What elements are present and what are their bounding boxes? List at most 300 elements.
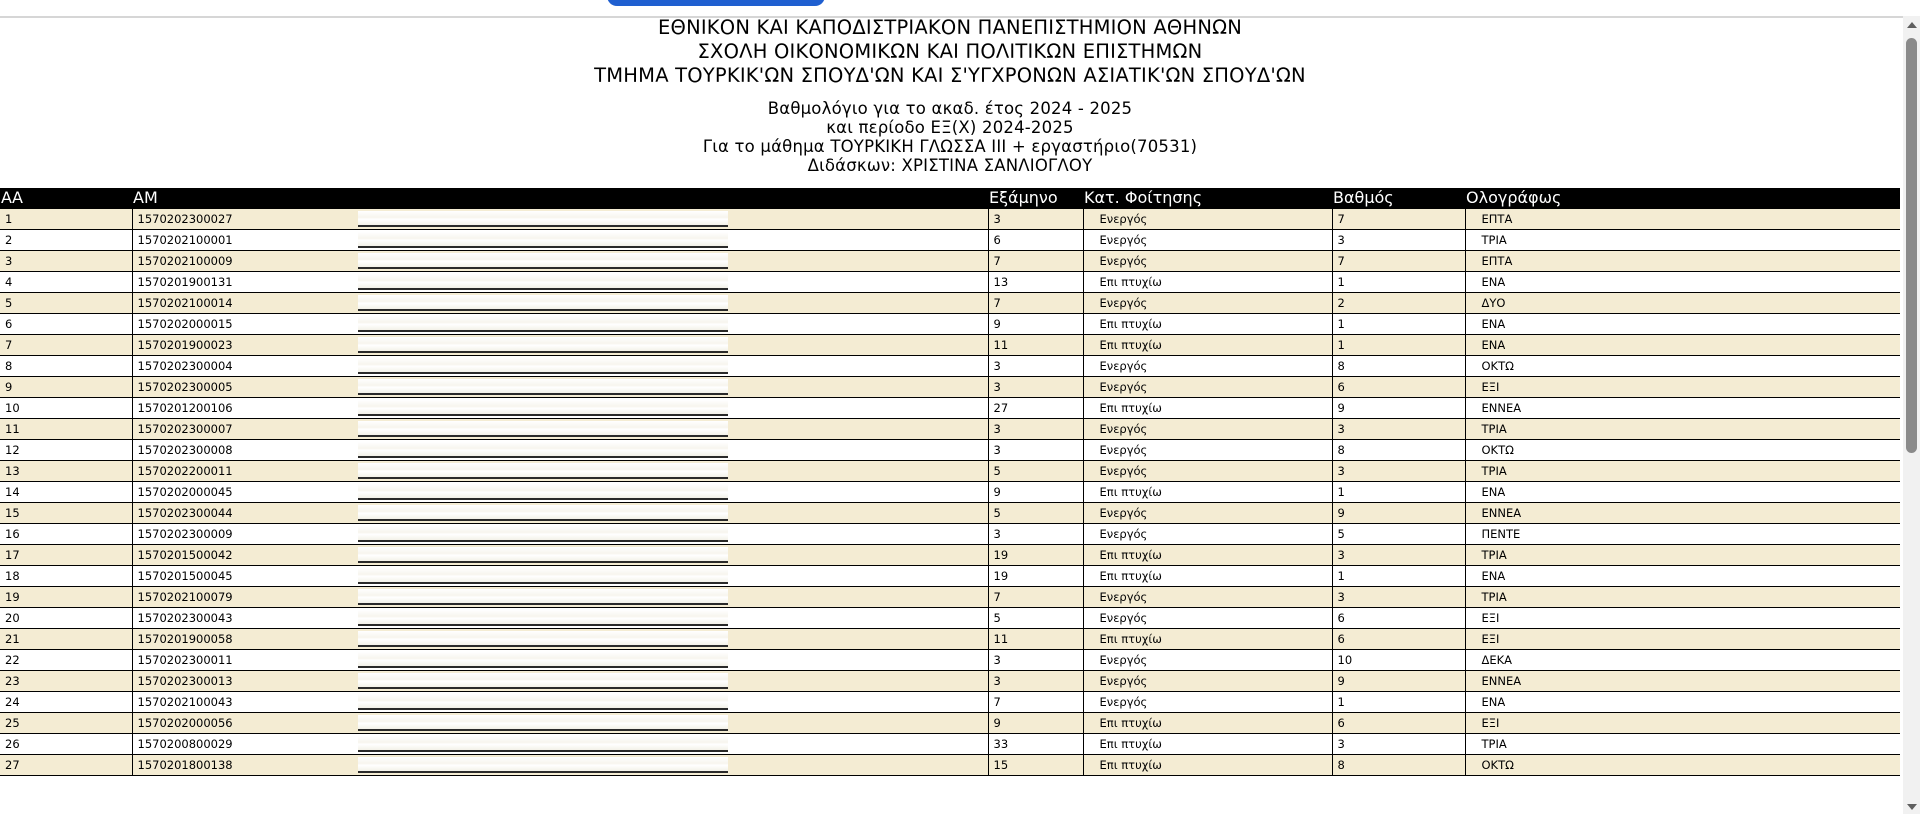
cell-aa — [0, 377, 132, 398]
cell-aa — [0, 629, 132, 650]
cell-words-text: ΤΡΙΑ — [1481, 464, 1507, 478]
redacted-name-area — [358, 526, 728, 542]
cell-grade — [1332, 692, 1465, 713]
cell-category — [1083, 419, 1332, 440]
cell-semester — [988, 713, 1083, 734]
cell-words — [1465, 272, 1900, 293]
cell-am — [132, 671, 988, 692]
cell-category-text: Επι πτυχίω — [1099, 401, 1162, 415]
redacted-name-area — [358, 505, 728, 521]
cell-am — [132, 650, 988, 671]
cell-grade-text: 8 — [1337, 443, 1345, 457]
cell-aa-text: 3 — [5, 254, 13, 268]
cell-am-text: 1570202200011 — [137, 464, 233, 478]
cell-grade-text: 1 — [1337, 338, 1345, 352]
table-row — [0, 608, 1900, 629]
scroll-down-arrow-icon[interactable] — [1907, 804, 1917, 810]
cell-words-text: ΔΕΚΑ — [1481, 653, 1513, 667]
cell-grade-text: 6 — [1337, 632, 1345, 646]
cell-grade-text: 9 — [1337, 401, 1345, 415]
cell-am-text: 1570201900058 — [137, 632, 233, 646]
cell-category — [1083, 524, 1332, 545]
cell-aa — [0, 209, 132, 230]
cell-aa — [0, 755, 132, 776]
cell-am — [132, 314, 988, 335]
cell-words-text: ΕΞΙ — [1481, 716, 1500, 730]
cell-words — [1465, 314, 1900, 335]
cell-words-text: ΤΡΙΑ — [1481, 590, 1507, 604]
table-row — [0, 251, 1900, 272]
cell-am — [132, 377, 988, 398]
cell-words — [1465, 356, 1900, 377]
cell-grade — [1332, 314, 1465, 335]
cell-aa-text: 20 — [5, 611, 20, 625]
cell-semester-text: 7 — [993, 590, 1001, 604]
cell-category — [1083, 482, 1332, 503]
cell-words-text: ΕΝΑ — [1481, 338, 1506, 352]
redacted-name-area — [358, 652, 728, 668]
cell-semester-text: 19 — [993, 569, 1009, 583]
cell-am — [132, 545, 988, 566]
redacted-name-area — [358, 211, 728, 227]
cell-category — [1083, 377, 1332, 398]
cell-am — [132, 251, 988, 272]
redacted-name-area — [358, 484, 728, 500]
exam-period: και περίοδο ΕΞ(Χ) 2024-2025 — [826, 118, 1074, 137]
cell-words-text: ΟΚΤΩ — [1481, 359, 1514, 373]
cell-words-text: ΕΝΑ — [1481, 695, 1506, 709]
cell-aa-text: 27 — [5, 758, 20, 772]
cell-aa-text: 23 — [5, 674, 20, 688]
cell-words-text: ΤΡΙΑ — [1481, 737, 1507, 751]
cell-semester — [988, 230, 1083, 251]
table-row — [0, 587, 1900, 608]
cell-aa-text: 8 — [5, 359, 13, 373]
table-row — [0, 545, 1900, 566]
cell-words-text: ΕΠΤΑ — [1481, 254, 1513, 268]
cell-words — [1465, 440, 1900, 461]
cell-grade — [1332, 755, 1465, 776]
cell-semester — [988, 566, 1083, 587]
cell-am-text: 1570202300008 — [137, 443, 233, 457]
cell-aa-text: 15 — [5, 506, 20, 520]
table-row — [0, 356, 1900, 377]
column-header-semester: Εξάμηνο — [988, 188, 1083, 209]
school-name: ΣΧΟΛΗ ΟΙΚΟΝΟΜΙΚΩΝ ΚΑΙ ΠΟΛΙΤΙΚΩΝ ΕΠΙΣΤΗΜΩΝ — [697, 40, 1203, 63]
cell-aa-text: 1 — [5, 212, 13, 226]
cell-semester — [988, 524, 1083, 545]
redacted-name-area — [358, 337, 728, 353]
cell-aa-text: 14 — [5, 485, 20, 499]
cell-grade-text: 6 — [1337, 716, 1345, 730]
cell-am-text: 1570202300027 — [137, 212, 233, 226]
cell-aa — [0, 650, 132, 671]
cell-semester-text: 3 — [993, 359, 1001, 373]
cell-semester — [988, 335, 1083, 356]
cell-am-text: 1570202100043 — [137, 695, 233, 709]
cell-semester — [988, 272, 1083, 293]
cell-am-text: 1570202300007 — [137, 422, 233, 436]
cell-aa-text: 22 — [5, 653, 20, 667]
cell-grade-text: 8 — [1337, 359, 1345, 373]
table-row — [0, 335, 1900, 356]
cell-aa — [0, 230, 132, 251]
cell-grade — [1332, 587, 1465, 608]
gradebook-info — [0, 99, 1900, 175]
cell-category — [1083, 293, 1332, 314]
cell-category-text: Επι πτυχίω — [1099, 632, 1162, 646]
redacted-name-area — [358, 253, 728, 269]
redacted-name-area — [358, 715, 728, 731]
cell-category-text: Ενεργός — [1099, 212, 1148, 226]
cell-am-text: 1570201800138 — [137, 758, 233, 772]
cell-grade — [1332, 251, 1465, 272]
cell-am — [132, 230, 988, 251]
cell-words — [1465, 545, 1900, 566]
cell-grade-text: 1 — [1337, 695, 1345, 709]
cell-am — [132, 755, 988, 776]
cell-category-text: Ενεργός — [1099, 527, 1148, 541]
top-overlay-pill — [607, 0, 825, 6]
table-header-row — [0, 188, 1900, 209]
cell-grade-text: 5 — [1337, 527, 1345, 541]
cell-semester-text: 9 — [993, 485, 1001, 499]
cell-category-text: Επι πτυχίω — [1099, 485, 1162, 499]
table-row — [0, 377, 1900, 398]
cell-grade — [1332, 629, 1465, 650]
instructor-name: Διδάσκων: ΧΡΙΣΤΙΝΑ ΣΑΝΛΙΟΓΛΟΥ — [807, 156, 1093, 175]
cell-words-text: ΟΚΤΩ — [1481, 443, 1514, 457]
cell-aa-text: 25 — [5, 716, 20, 730]
table-row — [0, 503, 1900, 524]
cell-aa-text: 9 — [5, 380, 13, 394]
cell-am-text: 1570202100001 — [137, 233, 233, 247]
cell-words — [1465, 713, 1900, 734]
cell-aa — [0, 734, 132, 755]
cell-words-text: ΕΞΙ — [1481, 632, 1500, 646]
cell-grade — [1332, 356, 1465, 377]
cell-category-text: Ενεργός — [1099, 653, 1148, 667]
gradebook-year: Βαθμολόγιο για το ακαδ. έτος 2024 - 2025 — [767, 99, 1133, 118]
cell-semester — [988, 629, 1083, 650]
cell-category — [1083, 608, 1332, 629]
cell-category — [1083, 335, 1332, 356]
cell-aa-text: 11 — [5, 422, 20, 436]
cell-aa — [0, 314, 132, 335]
cell-grade — [1332, 482, 1465, 503]
university-name: ΕΘΝΙΚΟΝ ΚΑΙ ΚΑΠΟΔΙΣΤΡΙΑΚΟΝ ΠΑΝΕΠΙΣΤΗΜΙΟΝ ΑΘΗΝΩΝ — [658, 16, 1242, 39]
cell-aa — [0, 293, 132, 314]
cell-semester — [988, 650, 1083, 671]
cell-am — [132, 272, 988, 293]
table-row — [0, 293, 1900, 314]
cell-am — [132, 566, 988, 587]
cell-semester-text: 3 — [993, 422, 1001, 436]
cell-words — [1465, 671, 1900, 692]
table-row — [0, 398, 1900, 419]
column-header-category: Κατ. Φοίτησης — [1083, 188, 1332, 209]
cell-semester-text: 7 — [993, 254, 1001, 268]
cell-category-text: Ενεργός — [1099, 590, 1148, 604]
cell-words — [1465, 608, 1900, 629]
cell-words — [1465, 524, 1900, 545]
cell-category — [1083, 209, 1332, 230]
cell-category-text: Ενεργός — [1099, 233, 1148, 247]
department-name: ΤΜΗΜΑ ΤΟΥΡΚΙΚ'ΩΝ ΣΠΟΥΔ'ΩΝ ΚΑΙ Σ'ΥΓΧΡΟΝΩΝ ΑΣΙΑΤΙΚ'ΩΝ ΣΠΟΥΔ'ΩΝ — [594, 64, 1306, 87]
cell-am-text: 1570202300009 — [137, 527, 233, 541]
redacted-name-area — [358, 274, 728, 290]
cell-grade-text: 3 — [1337, 737, 1345, 751]
cell-aa-text: 2 — [5, 233, 13, 247]
cell-grade — [1332, 440, 1465, 461]
cell-am — [132, 692, 988, 713]
cell-semester-text: 3 — [993, 653, 1001, 667]
cell-words — [1465, 755, 1900, 776]
cell-grade-text: 6 — [1337, 611, 1345, 625]
cell-category — [1083, 230, 1332, 251]
cell-aa — [0, 482, 132, 503]
cell-semester — [988, 314, 1083, 335]
cell-aa — [0, 503, 132, 524]
cell-aa — [0, 419, 132, 440]
cell-semester-text: 5 — [993, 611, 1001, 625]
cell-words-text: ΕΝΑ — [1481, 569, 1506, 583]
cell-grade-text: 10 — [1337, 653, 1353, 667]
cell-am-text: 1570202000015 — [137, 317, 233, 331]
table-row — [0, 482, 1900, 503]
cell-category-text: Ενεργός — [1099, 443, 1148, 457]
cell-semester-text: 7 — [993, 695, 1001, 709]
cell-grade-text: 9 — [1337, 506, 1345, 520]
cell-words — [1465, 587, 1900, 608]
cell-category-text: Ενεργός — [1099, 254, 1148, 268]
cell-am-text: 1570201200106 — [137, 401, 233, 415]
cell-grade — [1332, 713, 1465, 734]
cell-grade — [1332, 230, 1465, 251]
cell-aa — [0, 545, 132, 566]
cell-category-text: Επι πτυχίω — [1099, 737, 1162, 751]
cell-grade — [1332, 398, 1465, 419]
redacted-name-area — [358, 568, 728, 584]
cell-am — [132, 461, 988, 482]
cell-grade — [1332, 209, 1465, 230]
cell-semester-text: 9 — [993, 716, 1001, 730]
cell-category — [1083, 755, 1332, 776]
cell-grade-text: 3 — [1337, 233, 1345, 247]
redacted-name-area — [358, 547, 728, 563]
cell-grade — [1332, 419, 1465, 440]
cell-grade-text: 3 — [1337, 590, 1345, 604]
cell-am-text: 1570202300005 — [137, 380, 233, 394]
table-row — [0, 314, 1900, 335]
cell-semester — [988, 398, 1083, 419]
cell-semester — [988, 356, 1083, 377]
redacted-name-area — [358, 673, 728, 689]
cell-grade-text: 7 — [1337, 212, 1345, 226]
cell-am-text: 1570201500045 — [137, 569, 233, 583]
cell-am — [132, 209, 988, 230]
cell-semester-text: 3 — [993, 443, 1001, 457]
cell-semester-text: 3 — [993, 527, 1001, 541]
table-row — [0, 209, 1900, 230]
cell-grade-text: 3 — [1337, 422, 1345, 436]
cell-category-text: Ενεργός — [1099, 611, 1148, 625]
cell-semester — [988, 209, 1083, 230]
cell-am — [132, 440, 988, 461]
cell-semester — [988, 482, 1083, 503]
cell-grade-text: 7 — [1337, 254, 1345, 268]
cell-category — [1083, 503, 1332, 524]
cell-am-text: 1570202100079 — [137, 590, 233, 604]
vertical-scrollbar[interactable] — [1903, 16, 1920, 814]
cell-category-text: Ενεργός — [1099, 695, 1148, 709]
cell-am-text: 1570202300013 — [137, 674, 233, 688]
cell-category-text: Ενεργός — [1099, 506, 1148, 520]
table-row — [0, 230, 1900, 251]
cell-am — [132, 482, 988, 503]
cell-semester — [988, 587, 1083, 608]
cell-aa — [0, 692, 132, 713]
cell-category — [1083, 692, 1332, 713]
cell-aa — [0, 440, 132, 461]
cell-words — [1465, 293, 1900, 314]
cell-am-text: 1570201900131 — [137, 275, 233, 289]
cell-words — [1465, 398, 1900, 419]
cell-am — [132, 356, 988, 377]
scrollbar-thumb[interactable] — [1906, 38, 1917, 453]
cell-words-text: ΕΝΝΕΑ — [1481, 674, 1522, 688]
cell-grade — [1332, 608, 1465, 629]
cell-category — [1083, 398, 1332, 419]
cell-grade-text: 3 — [1337, 464, 1345, 478]
grades-table — [0, 188, 1900, 776]
cell-words-text: ΕΠΤΑ — [1481, 212, 1513, 226]
cell-semester — [988, 608, 1083, 629]
cell-semester-text: 33 — [993, 737, 1009, 751]
cell-category-text: Ενεργός — [1099, 359, 1148, 373]
table-row — [0, 671, 1900, 692]
column-header-aa: ΑΑ — [0, 188, 132, 209]
cell-grade — [1332, 566, 1465, 587]
cell-words — [1465, 251, 1900, 272]
redacted-name-area — [358, 610, 728, 626]
redacted-name-area — [358, 442, 728, 458]
scroll-up-arrow-icon[interactable] — [1907, 22, 1917, 28]
cell-words-text: ΠΕΝΤΕ — [1481, 527, 1521, 541]
cell-aa — [0, 398, 132, 419]
table-row — [0, 692, 1900, 713]
table-body — [0, 209, 1900, 776]
cell-words — [1465, 335, 1900, 356]
cell-words-text: ΕΞΙ — [1481, 611, 1500, 625]
cell-words-text: ΔΥΟ — [1481, 296, 1506, 310]
cell-category-text: Ενεργός — [1099, 464, 1148, 478]
cell-grade — [1332, 272, 1465, 293]
cell-semester-text: 11 — [993, 632, 1009, 646]
cell-category — [1083, 650, 1332, 671]
cell-semester-text: 27 — [993, 401, 1009, 415]
cell-am-text: 1570201500042 — [137, 548, 233, 562]
cell-aa-text: 17 — [5, 548, 20, 562]
cell-category-text: Επι πτυχίω — [1099, 338, 1162, 352]
cell-semester-text: 6 — [993, 233, 1001, 247]
cell-am-text: 1570202100009 — [137, 254, 233, 268]
redacted-name-area — [358, 316, 728, 332]
cell-grade-text: 1 — [1337, 569, 1345, 583]
cell-words-text: ΤΡΙΑ — [1481, 233, 1507, 247]
cell-aa-text: 18 — [5, 569, 20, 583]
cell-words — [1465, 650, 1900, 671]
cell-semester — [988, 419, 1083, 440]
cell-semester — [988, 251, 1083, 272]
cell-grade — [1332, 545, 1465, 566]
cell-category-text: Επι πτυχίω — [1099, 716, 1162, 730]
redacted-name-area — [358, 400, 728, 416]
cell-aa — [0, 251, 132, 272]
redacted-name-area — [358, 295, 728, 311]
cell-category-text: Επι πτυχίω — [1099, 317, 1162, 331]
cell-semester-text: 15 — [993, 758, 1009, 772]
cell-category — [1083, 587, 1332, 608]
column-header-words: Ολογράφως — [1465, 188, 1900, 209]
cell-category-text: Επι πτυχίω — [1099, 275, 1162, 289]
cell-category-text: Ενεργός — [1099, 674, 1148, 688]
cell-aa-text: 7 — [5, 338, 13, 352]
cell-semester — [988, 692, 1083, 713]
cell-semester-text: 13 — [993, 275, 1009, 289]
cell-am — [132, 587, 988, 608]
cell-grade-text: 1 — [1337, 485, 1345, 499]
cell-aa — [0, 272, 132, 293]
table-row — [0, 713, 1900, 734]
cell-grade — [1332, 524, 1465, 545]
cell-aa — [0, 671, 132, 692]
cell-am — [132, 398, 988, 419]
cell-am — [132, 608, 988, 629]
table-row — [0, 566, 1900, 587]
cell-am-text: 1570201900023 — [137, 338, 233, 352]
cell-aa-text: 6 — [5, 317, 13, 331]
cell-semester — [988, 545, 1083, 566]
cell-words-text: ΕΞΙ — [1481, 380, 1500, 394]
cell-category-text: Επι πτυχίω — [1099, 569, 1162, 583]
cell-category — [1083, 629, 1332, 650]
cell-am-text: 1570202300044 — [137, 506, 233, 520]
cell-aa-text: 24 — [5, 695, 20, 709]
cell-words — [1465, 482, 1900, 503]
cell-grade-text: 1 — [1337, 275, 1345, 289]
column-header-grade: Βαθμός — [1332, 188, 1465, 209]
cell-grade-text: 2 — [1337, 296, 1345, 310]
table-row — [0, 629, 1900, 650]
table-row — [0, 755, 1900, 776]
cell-words — [1465, 461, 1900, 482]
cell-aa-text: 12 — [5, 443, 20, 457]
cell-words-text: ΤΡΙΑ — [1481, 548, 1507, 562]
cell-aa-text: 5 — [5, 296, 13, 310]
cell-grade — [1332, 671, 1465, 692]
cell-semester-text: 3 — [993, 674, 1001, 688]
cell-words-text: ΟΚΤΩ — [1481, 758, 1514, 772]
cell-aa — [0, 566, 132, 587]
redacted-name-area — [358, 232, 728, 248]
cell-words — [1465, 230, 1900, 251]
cell-semester-text: 19 — [993, 548, 1009, 562]
cell-category-text: Ενεργός — [1099, 422, 1148, 436]
cell-aa-text: 4 — [5, 275, 13, 289]
cell-semester — [988, 503, 1083, 524]
cell-am — [132, 335, 988, 356]
